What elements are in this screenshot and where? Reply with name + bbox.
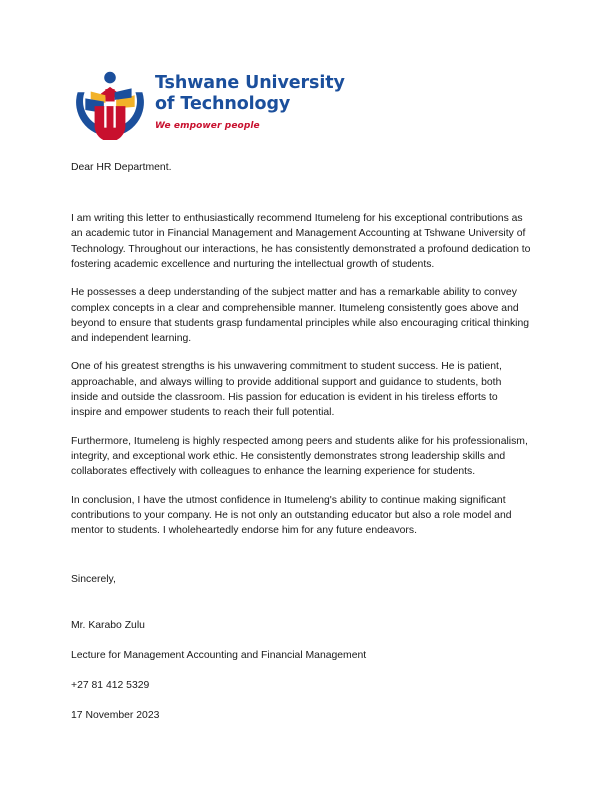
closing-spacer <box>71 538 531 572</box>
logo-title-line-1: Tshwane University <box>155 73 345 93</box>
signature-date: 17 November 2023 <box>71 709 160 721</box>
closing-line: Sincerely, <box>71 574 116 586</box>
body-paragraph-5: In conclusion, I have the utmost confidence in Itumeleng's ability to continue making significant contributions to your company. He is not only an outstanding educator but also a role model and mentor to students. I wholeheartedly endorse him for any future endeavors. <box>71 494 512 537</box>
body-paragraph-1: I am writing this letter to enthusiastically recommend Itumeleng for his exceptional contributions as an academic tutor in Financial Management and Management Accounting at Tshwane University of Technology. Throughout our interactions, he has consistently demonstrated a profound dedication to fostering academic excellence and nurturing the intellectual growth of students. <box>71 213 531 270</box>
logo-tagline: We empower people <box>155 120 260 131</box>
paragraph-spacer <box>71 272 531 285</box>
signature-phone: +27 81 412 5329 <box>71 679 150 691</box>
body-paragraph-2: He possesses a deep understanding of the subject matter and has a remarkable ability to convey complex concepts in a clear and comprehensible manner. Itumeleng consistently goes above and beyond to ensure that students grasp fundamental principles while also encouraging critical thinking and independent learning. <box>71 287 530 345</box>
logo-wordmark <box>155 66 345 131</box>
logo-title-line-2: of Technology <box>155 94 291 115</box>
letter-body <box>71 160 531 723</box>
tut-emblem-icon <box>71 66 149 140</box>
signature-spacer <box>71 588 531 618</box>
salutation: Dear HR Department. <box>71 162 172 173</box>
salutation-spacer <box>71 175 531 211</box>
body-paragraph-4: Furthermore, Itumeleng is highly respected among peers and students alike for his professionalism, integrity, and exceptional work ethic. He consistently demonstrates strong leadership skills and collaborates effectively with colleagues to enhance the learning experience for students. <box>71 435 528 478</box>
signature-name: Mr. Karabo Zulu <box>71 619 145 631</box>
body-paragraph-3: One of his greatest strengths is his unwavering commitment to student success. He is patient, approachable, and always willing to provide additional support and guidance to students, both inside and outside the classroom. His passion for education is evident in his tireless efforts to inspire and empower students to reach their full potential. <box>71 361 502 419</box>
paragraph-spacer <box>71 346 531 359</box>
paragraph-spacer <box>71 480 531 493</box>
signature-title: Lecture for Management Accounting and Financial Management <box>71 649 367 661</box>
letterhead <box>71 66 345 140</box>
paragraph-spacer <box>71 421 531 434</box>
